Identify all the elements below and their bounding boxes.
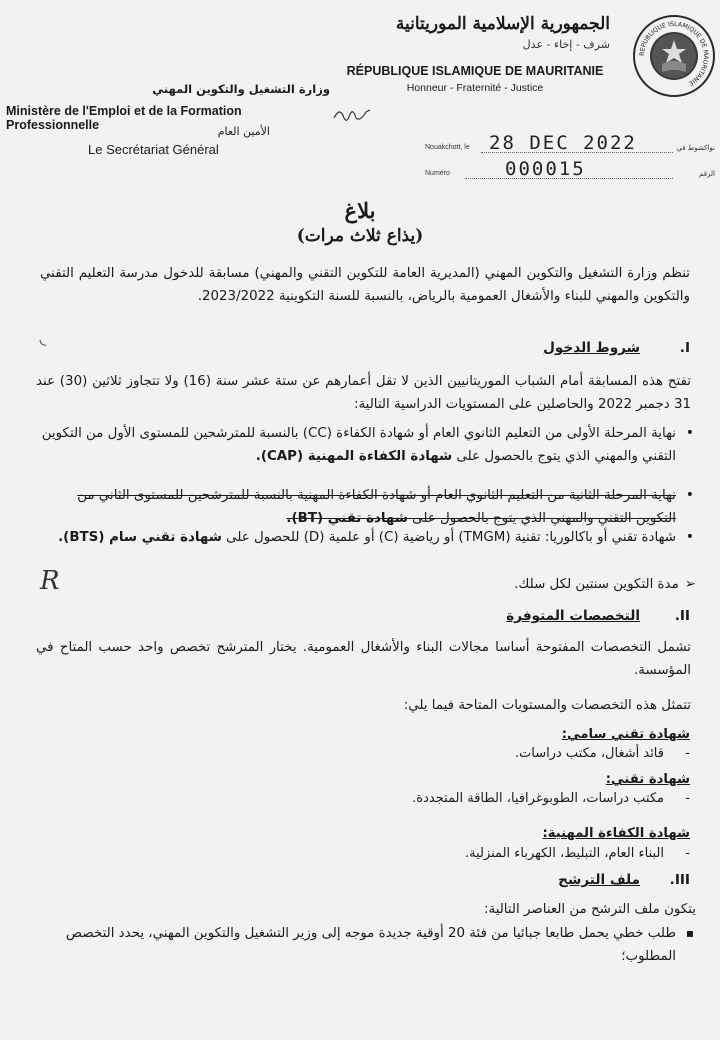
section-1-body: تفتح هذه المسابقة أمام الشباب الموريتانيين الذين لا تقل أعمارهم عن ستة عشر سنة (16) ولا تتجاوز ثلاثين (30) عند 31 دجمبر 2022 والحاصلين على المستويات الدراسية التالية: bbox=[36, 374, 691, 412]
section-3-number: III. bbox=[669, 872, 690, 888]
category-items-text: مكتب دراسات، الطوبوغرافيا، الطاقة المتجددة. bbox=[412, 791, 664, 806]
date-row bbox=[425, 134, 715, 158]
number-value: 000015 bbox=[505, 158, 586, 180]
motto-fr: Honneur - Fraternité - Justice bbox=[406, 82, 544, 94]
section-1-heading bbox=[380, 340, 690, 356]
date-value: 28 DEC 2022 bbox=[489, 132, 637, 154]
list-item bbox=[36, 484, 696, 530]
category-items: -مكتب دراسات، الطوبوغرافيا، الطاقة المتجددة. bbox=[412, 791, 690, 806]
secretary-general-fr: Le Secrétariat Général bbox=[88, 142, 219, 157]
arrow-bullet-icon: ➢ bbox=[684, 577, 696, 592]
date-label-fr: Nouakchott, le bbox=[425, 144, 470, 151]
bullet-text: نهاية المرحلة الثانية من التعليم الثانوي العام أو شهادة الكفاءة المهنية بالنسبة للمترشحين للمستوى الثاني من التكوين التقني والمهني الذي يتوج بالحصول على bbox=[77, 488, 676, 526]
date-label-ar: نواكشوط في bbox=[676, 144, 715, 152]
section-1-title: شروط الدخول bbox=[543, 340, 640, 356]
list-item bbox=[36, 526, 696, 549]
secretary-general-ar: الأمين العام bbox=[217, 125, 270, 138]
margin-tick-icon bbox=[38, 338, 48, 348]
section-2-intro: تتمثل هذه التخصصات والمستويات المتاحة فيما يلي: bbox=[403, 698, 691, 713]
bullet-bold-text: شهادة تقني سام (BTS). bbox=[58, 530, 222, 545]
category-items-text: البناء العام، التبليط، الكهرباء المنزلية. bbox=[464, 846, 664, 861]
category-items: -البناء العام، التبليط، الكهرباء المنزلية. bbox=[464, 846, 690, 861]
section-3-title: ملف الترشح bbox=[558, 872, 640, 888]
list-item bbox=[36, 422, 696, 468]
section-1-bullet-1 bbox=[36, 422, 696, 468]
ministry-name-ar: وزارة التشغيل والتكوين المهني bbox=[152, 82, 330, 96]
category-title: شهادة الكفاءة المهنية: bbox=[542, 826, 690, 841]
section-2-heading bbox=[380, 608, 690, 624]
section-2-number: II. bbox=[674, 608, 690, 624]
category-title: شهادة تقني سامي: bbox=[561, 727, 690, 742]
section-1-number: I. bbox=[679, 340, 690, 356]
republic-title-fr: RÉPUBLIQUE ISLAMIQUE DE MAURITANIE bbox=[346, 64, 604, 78]
signature-icon bbox=[332, 104, 372, 126]
republic-title-ar: الجمهورية الإسلامية الموريتانية bbox=[395, 14, 610, 34]
category-title: شهادة تقني: bbox=[605, 772, 690, 787]
bullet-bold-text: شهادة تقني (BT). bbox=[286, 511, 408, 526]
bullet-text: نهاية المرحلة الأولى من التعليم الثانوي العام أو شهادة الكفاءة (CC) بالنسبة للمترشحين للمستوى الأول من التكوين التقني والمهني الذي يتوج بالحصول على bbox=[41, 426, 676, 464]
document-subtitle: (يذاع ثلاث مرات) bbox=[296, 226, 424, 246]
number-row bbox=[425, 160, 715, 184]
bullet-text: شهادة تقني أو باكالوريا: تقنية (TMGM) أو رياضية (C) أو علمية (D) للحصول على bbox=[221, 530, 676, 545]
category-items-text: قائد أشغال، مكتب دراسات. bbox=[514, 746, 664, 761]
seal-text: REPUBLIQUE ISLAMIQUE DE MAURITANIE bbox=[638, 20, 710, 87]
document-title: بلاغ bbox=[344, 198, 376, 223]
section-2-body: تشمل التخصصات المفتوحة أساسا مجالات البناء والأشغال العمومية. يختار المترشح تخصص واحد حسب المتاح في المؤسسة. bbox=[36, 640, 691, 678]
section-3-heading bbox=[380, 872, 690, 888]
section-3-bullets bbox=[36, 922, 696, 968]
duration-item bbox=[180, 573, 696, 596]
category-items: -قائد أشغال، مكتب دراسات. bbox=[514, 746, 690, 761]
national-seal-icon bbox=[632, 14, 716, 98]
intro-paragraph: تنظم وزارة التشغيل والتكوين المهني (المديرية العامة للتكوين التقني والمهني) مسابقة للدخول مدرسة التعليم التقني والتكوين والمهني للبناء والأشغال العمومية بالرياض، بالنسبة للسنة التكوينية 2023/2022. bbox=[40, 266, 690, 304]
number-label-ar: الرقم bbox=[699, 170, 715, 178]
motto-ar: شرف - إخاء - عدل bbox=[522, 38, 610, 51]
section-2-title: التخصصات المتوفرة bbox=[506, 608, 640, 624]
handwritten-margin-mark: R bbox=[40, 566, 60, 596]
duration-text: مدة التكوين سنتين لكل سلك. bbox=[514, 577, 679, 592]
list-item: ▪ طلب خطي يحمل طابعا جبائيا من فئة 20 أوقية جديدة موجه إلى وزير التشغيل والتكوين المهني، يحدد التخصص المطلوب؛ bbox=[36, 922, 696, 968]
bullet-bold-text: شهادة الكفاءة المهنية (CAP). bbox=[255, 449, 453, 464]
section-1-bullet-3 bbox=[36, 526, 696, 549]
section-1-bullet-2 bbox=[36, 484, 696, 530]
number-label-fr: Numéro bbox=[425, 170, 450, 177]
ministry-name-fr: Ministère de l'Emploi et de la Formation Professionnelle bbox=[6, 104, 242, 132]
section-3-body: يتكون ملف الترشح من العناصر التالية: bbox=[484, 902, 696, 917]
